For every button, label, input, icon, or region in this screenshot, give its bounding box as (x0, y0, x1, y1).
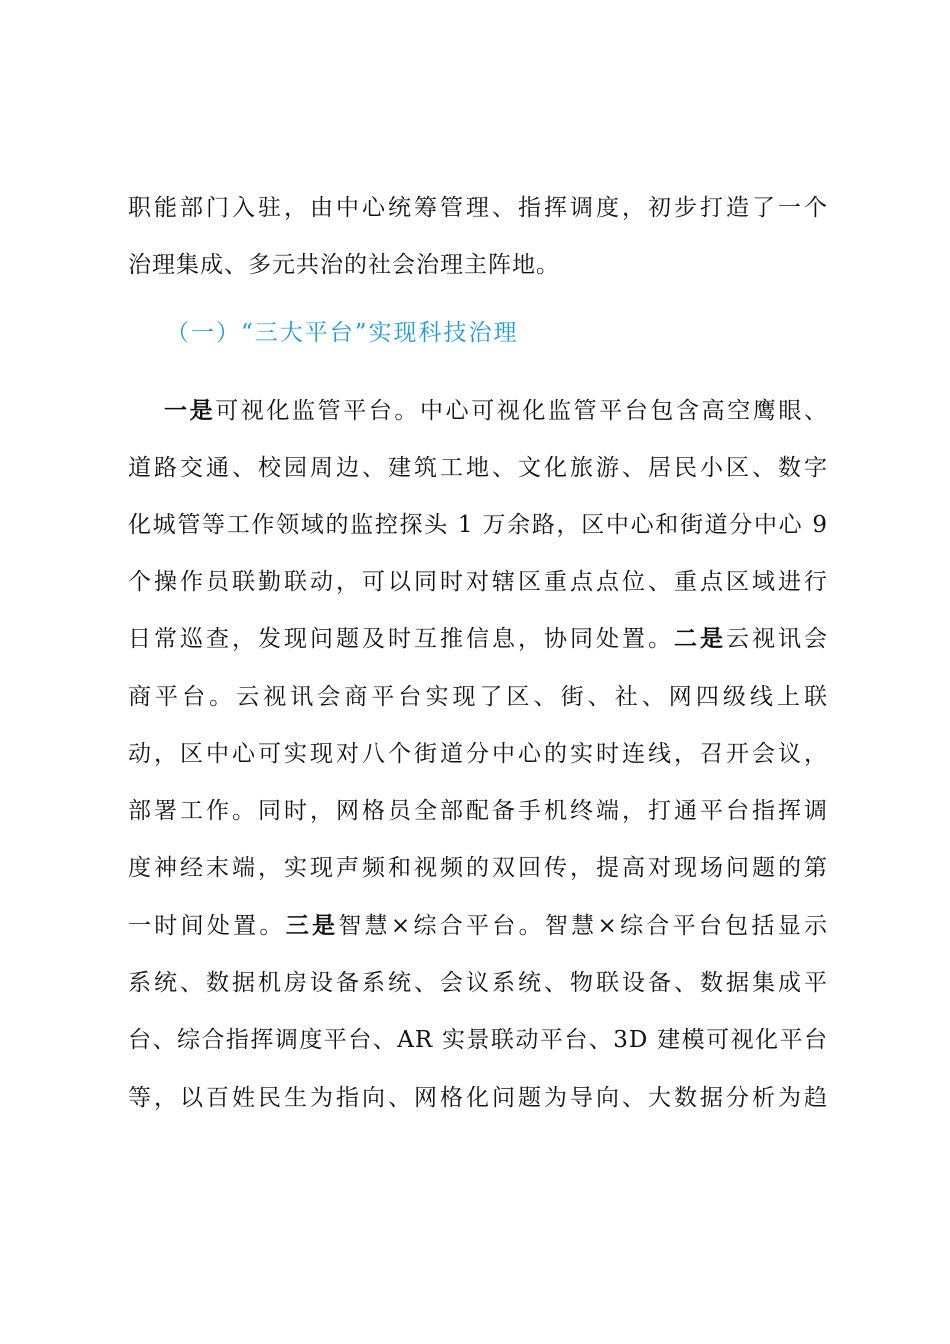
text-line: 度神经末端，实现声频和视频的双回传，提高对现场问题的第 (128, 855, 828, 881)
text-line (164, 396, 828, 426)
bold-label: 二是 (674, 626, 726, 652)
line-text: 云视讯会 (726, 626, 828, 652)
text-line: 商平台。云视讯会商平台实现了区、街、社、网四级线上联 (128, 684, 828, 710)
text-line: 职能部门入驻，由中心统筹管理、指挥调度，初步打造了一个 (128, 195, 828, 221)
text-line: 化城管等工作领域的监控探头 1 万余路，区中心和街道分中心 9 (128, 512, 828, 538)
line-text: 日常巡查，发现问题及时互推信息，协同处置。 (128, 626, 674, 652)
text-line: 动，区中心可实现对八个街道分中心的实时连线，召开会议， (128, 741, 828, 767)
bold-label: 一是 (164, 398, 216, 424)
line-text: 一时间处置。 (128, 913, 286, 939)
text-line (128, 624, 828, 654)
text-line: 个操作员联勤联动，可以同时对辖区重点点位、重点区域进行 (128, 569, 828, 595)
line-text: 智慧×综合平台。智慧×综合平台包括显示 (338, 913, 829, 939)
line-text: 可视化监管平台。中心可视化监管平台包含高空鹰眼、 (215, 398, 829, 424)
text-line: 台、综合指挥调度平台、AR 实景联动平台、3D 建模可视化平台 (128, 1027, 828, 1053)
section-heading: （一）“三大平台”实现科技治理 (166, 320, 519, 346)
text-line: 系统、数据机房设备系统、会议系统、物联设备、数据集成平 (128, 970, 828, 996)
text-line: 道路交通、校园周边、建筑工地、文化旅游、居民小区、数字 (128, 455, 828, 481)
text-line: 等，以百姓民生为指向、网格化问题为导向、大数据分析为趋 (128, 1085, 828, 1111)
bold-label: 三是 (285, 913, 339, 939)
text-line: 部署工作。同时，网格员全部配备手机终端，打通平台指挥调 (128, 798, 828, 824)
text-line: 治理集成、多元共治的社会治理主阵地。 (128, 252, 560, 278)
text-line (128, 911, 828, 941)
